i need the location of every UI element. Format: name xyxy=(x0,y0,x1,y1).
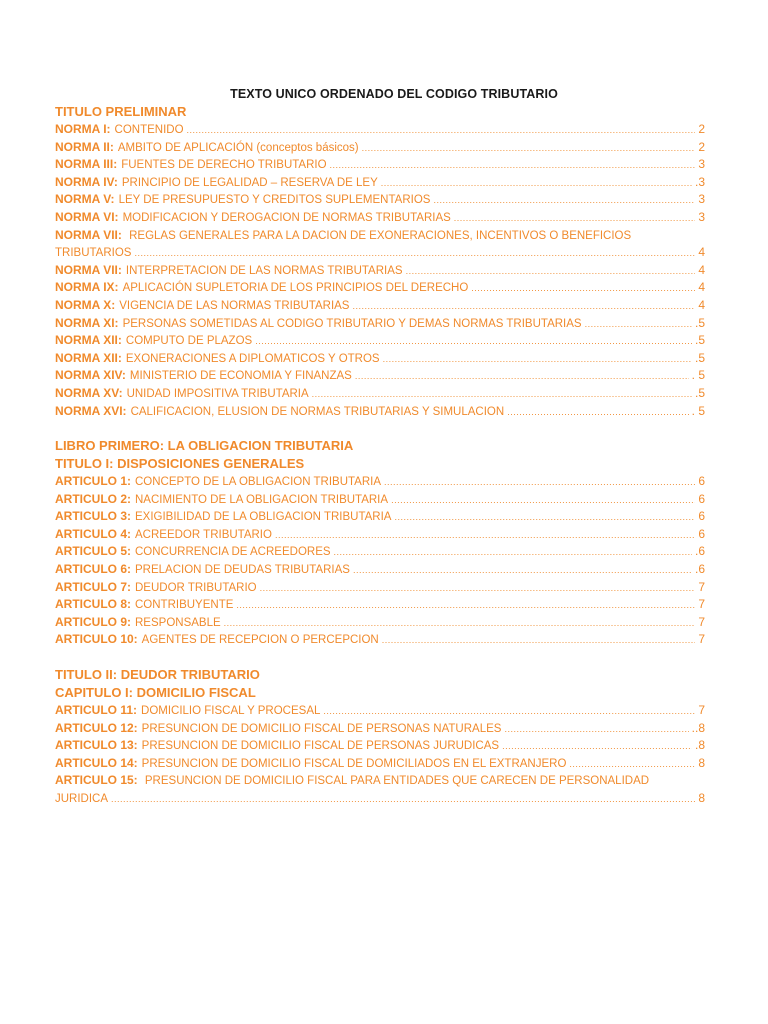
toc-entry xyxy=(55,755,705,773)
dot-leader xyxy=(355,368,689,386)
dot-leader xyxy=(569,756,695,774)
entry-text: PRESUNCION DE DOMICILIO FISCAL DE DOMICILIADOS EN EL EXTRANJERO xyxy=(141,757,567,770)
entry-page: 2 xyxy=(698,122,705,136)
toc-entry xyxy=(55,561,705,579)
section-heading-titulo-ii: TITULO II: DEUDOR TRIBUTARIO xyxy=(55,667,260,683)
entry-page: .6 xyxy=(694,544,705,559)
toc-entry xyxy=(55,156,705,174)
toc-entry xyxy=(55,315,705,333)
entry-text: ACREEDOR TRIBUTARIO xyxy=(135,528,272,541)
entry-label: NORMA IV: xyxy=(55,174,118,189)
entry-text: CONCURRENCIA DE ACREEDORES xyxy=(135,546,331,559)
toc-entry xyxy=(55,737,705,755)
toc-entry xyxy=(55,543,705,561)
entry-label: ARTICULO 11: xyxy=(55,703,138,718)
entry-page: 4 xyxy=(698,245,705,260)
entry-label: NORMA VII: xyxy=(55,227,122,242)
entry-label: ARTICULO 1: xyxy=(55,474,131,489)
section-heading-titulo-preliminar: TITULO PRELIMINAR xyxy=(55,104,187,119)
toc-entry xyxy=(55,526,705,544)
entry-page: .5 xyxy=(694,333,705,348)
toc-entry xyxy=(55,227,705,262)
entry-page: 7 xyxy=(698,597,705,612)
dot-leader xyxy=(471,280,695,298)
entry-text: EXONERACIONES A DIPLOMATICOS Y OTROS xyxy=(125,352,380,365)
entry-page: 3 xyxy=(698,209,705,224)
toc-entry xyxy=(55,332,705,350)
entry-page: 3 xyxy=(698,192,705,207)
entry-page: .3 xyxy=(694,174,705,189)
entry-label: ARTICULO 6: xyxy=(55,562,131,577)
toc-entry xyxy=(55,262,705,280)
entry-page: 7 xyxy=(698,632,705,647)
entry-text: MINISTERIO DE ECONOMIA Y FINANZAS xyxy=(129,370,352,383)
entry-text: FUENTES DE DERECHO TRIBUTARIO xyxy=(121,159,327,172)
section-heading-libro-primero: LIBRO PRIMERO: LA OBLIGACION TRIBUTARIA xyxy=(55,438,354,454)
entry-text: PERSONAS SOMETIDAS AL CODIGO TRIBUTARIO Y DEMAS NORMAS TRIBUTARIAS xyxy=(122,317,582,330)
dot-leader xyxy=(323,703,695,721)
entry-page: 7 xyxy=(698,614,705,629)
entry-text: DEUDOR TRIBUTARIO xyxy=(135,581,257,594)
entry-text: PRELACION DE DEUDAS TRIBUTARIAS xyxy=(135,564,350,577)
entry-label: ARTICULO 13: xyxy=(55,738,138,753)
dot-leader xyxy=(330,157,696,175)
section-spacer xyxy=(55,649,705,666)
entry-label: NORMA XI: xyxy=(55,315,119,330)
entry-text: CALIFICACION, ELUSION DE NORMAS TRIBUTARIAS Y SIMULACION xyxy=(130,405,505,418)
toc-entry xyxy=(55,596,705,614)
entry-page: 4 xyxy=(698,262,705,277)
toc-entry xyxy=(55,297,705,315)
entry-text-continued: JURIDICA xyxy=(55,793,109,805)
toc-entry xyxy=(55,579,705,597)
entry-page: 4 xyxy=(698,280,705,295)
entry-label: NORMA V: xyxy=(55,192,115,207)
entry-text: INTERPRETACION DE LAS NORMAS TRIBUTARIAS xyxy=(125,264,403,277)
dot-leader xyxy=(255,333,692,351)
entry-page: . 5 xyxy=(691,368,705,383)
entry-page: .6 xyxy=(694,562,705,577)
entry-text: RESPONSABLE xyxy=(135,616,221,629)
entry-page: 6 xyxy=(698,474,705,489)
entry-text: PRINCIPIO DE LEGALIDAD – RESERVA DE LEY xyxy=(121,176,378,189)
dot-leader xyxy=(454,210,696,228)
toc-entry xyxy=(55,473,705,491)
entry-label: NORMA I: xyxy=(55,122,111,136)
dot-leader xyxy=(382,632,696,650)
section-heading-titulo-i: TITULO I: DISPOSICIONES GENERALES xyxy=(55,456,305,472)
toc-entry xyxy=(55,367,705,385)
dot-leader xyxy=(502,738,692,756)
entry-label: NORMA VII: xyxy=(55,262,122,277)
toc-entry xyxy=(55,702,705,720)
entry-text: PRESUNCION DE DOMICILIO FISCAL PARA ENTIDADES QUE CARECEN DE PERSONALIDAD xyxy=(144,775,650,788)
entry-text: EXIGIBILIDAD DE LA OBLIGACION TRIBUTARIA xyxy=(135,511,392,524)
entry-page: . 5 xyxy=(691,403,705,418)
toc-entry xyxy=(55,385,705,403)
entry-label: NORMA VI: xyxy=(55,209,119,224)
dot-leader xyxy=(406,263,696,281)
entry-label: NORMA III: xyxy=(55,157,118,172)
entry-page: 2 xyxy=(698,139,705,154)
entry-page: 7 xyxy=(698,703,705,718)
dot-leader xyxy=(353,562,692,580)
entry-page: 4 xyxy=(698,297,705,312)
entry-second-line xyxy=(55,790,705,808)
entry-text: MODIFICACION Y DEROGACION DE NORMAS TRIBUTARIAS xyxy=(122,211,451,224)
section-heading-capitulo-i: CAPITULO I: DOMICILIO FISCAL xyxy=(55,685,256,701)
toc-entry xyxy=(55,720,705,738)
entry-page: 6 xyxy=(698,491,705,506)
dot-leader xyxy=(381,175,692,193)
dot-leader xyxy=(433,192,695,210)
document-title: TEXTO UNICO ORDENADO DEL CODIGO TRIBUTARIO xyxy=(230,87,558,101)
entry-page: .5 xyxy=(694,315,705,330)
toc-entry xyxy=(55,631,705,649)
entry-label: ARTICULO 7: xyxy=(55,579,131,594)
dot-leader xyxy=(362,140,696,158)
entry-page: 6 xyxy=(698,509,705,524)
dot-leader xyxy=(224,615,696,633)
dot-leader xyxy=(187,122,696,140)
entry-text: NACIMIENTO DE LA OBLIGACION TRIBUTARIA xyxy=(135,493,389,506)
entry-label: NORMA XVI: xyxy=(55,403,127,418)
entry-text: VIGENCIA DE LAS NORMAS TRIBUTARIAS xyxy=(119,299,350,312)
entry-page: 7 xyxy=(698,579,705,594)
dot-leader xyxy=(236,597,695,615)
entry-text: PRESUNCION DE DOMICILIO FISCAL DE PERSONAS NATURALES xyxy=(141,722,502,735)
entry-label: ARTICULO 10: xyxy=(55,632,138,647)
entry-text: AGENTES DE RECEPCION O PERCEPCION xyxy=(141,634,379,647)
toc-entry xyxy=(55,279,705,297)
toc-entry xyxy=(55,614,705,632)
toc-entry xyxy=(55,191,705,209)
entry-text: UNIDAD IMPOSITIVA TRIBUTARIA xyxy=(126,387,309,400)
entry-label: ARTICULO 2: xyxy=(55,491,131,506)
entry-text: REGLAS GENERALES PARA LA DACION DE EXONERACIONES, INCENTIVOS O BENEFICIOS xyxy=(129,229,632,242)
entry-page: ..8 xyxy=(691,720,705,735)
entry-label: ARTICULO 9: xyxy=(55,614,131,629)
toc-entry xyxy=(55,174,705,192)
entry-text: APLICACIÓN SUPLETORIA DE LOS PRINCIPIOS DEL DERECHO xyxy=(122,282,469,295)
dot-leader xyxy=(391,492,695,510)
dot-leader xyxy=(585,316,692,334)
entry-label: NORMA II: xyxy=(55,139,114,154)
entry-page: .5 xyxy=(694,350,705,365)
entry-label: ARTICULO 3: xyxy=(55,509,131,524)
entry-page: 3 xyxy=(698,157,705,172)
dot-leader xyxy=(275,527,695,545)
section-spacer xyxy=(55,420,705,437)
entry-label: NORMA IX: xyxy=(55,280,119,295)
toc-entry xyxy=(55,508,705,526)
entry-page: .8 xyxy=(694,738,705,753)
toc-entry xyxy=(55,121,705,139)
toc-entry xyxy=(55,491,705,509)
dot-leader xyxy=(352,298,695,316)
toc-entry xyxy=(55,350,705,368)
dot-leader xyxy=(384,474,695,492)
table-of-contents xyxy=(55,103,705,808)
entry-label: NORMA XII: xyxy=(55,350,122,365)
entry-text-continued: TRIBUTARIOS xyxy=(55,247,132,260)
entry-label: ARTICULO 15: xyxy=(55,773,138,788)
entry-page: 8 xyxy=(698,755,705,770)
dot-leader xyxy=(334,544,692,562)
entry-label: ARTICULO 14: xyxy=(55,755,138,770)
dot-leader xyxy=(312,386,692,404)
entry-page: .5 xyxy=(694,385,705,400)
entry-label: ARTICULO 8: xyxy=(55,597,131,612)
entry-label: ARTICULO 12: xyxy=(55,720,138,735)
entry-first-line xyxy=(55,772,705,790)
toc-entry xyxy=(55,139,705,157)
entry-text: COMPUTO DE PLAZOS xyxy=(125,335,253,348)
dot-leader xyxy=(260,580,696,598)
dot-leader xyxy=(111,791,695,809)
entry-text: CONCEPTO DE LA OBLIGACION TRIBUTARIA xyxy=(135,476,382,489)
entry-first-line xyxy=(55,227,705,245)
entry-text: CONTRIBUYENTE xyxy=(135,599,234,612)
dot-leader xyxy=(394,509,695,527)
entry-label: NORMA XV: xyxy=(55,385,123,400)
toc-entry xyxy=(55,772,705,807)
dot-leader xyxy=(507,404,688,422)
entry-text: AMBITO DE APLICACIÓN (conceptos básicos) xyxy=(117,141,359,154)
toc-entry xyxy=(55,209,705,227)
entry-text: DOMICILIO FISCAL Y PROCESAL xyxy=(141,705,321,718)
entry-page: 6 xyxy=(698,526,705,541)
toc-entry xyxy=(55,403,705,421)
dot-leader xyxy=(134,245,695,263)
entry-second-line xyxy=(55,244,705,262)
entry-label: ARTICULO 4: xyxy=(55,526,131,541)
dot-leader xyxy=(504,721,688,739)
entry-page: 8 xyxy=(698,791,705,805)
entry-text: LEY DE PRESUPUESTO Y CREDITOS SUPLEMENTARIOS xyxy=(118,194,431,207)
entry-label: NORMA XIV: xyxy=(55,368,126,383)
entry-text: PRESUNCION DE DOMICILIO FISCAL DE PERSONAS JURUDICAS xyxy=(141,740,500,753)
entry-label: NORMA X: xyxy=(55,297,116,312)
entry-text: CONTENIDO xyxy=(114,124,184,136)
entry-label: NORMA XII: xyxy=(55,333,122,348)
dot-leader xyxy=(383,351,692,369)
entry-label: ARTICULO 5: xyxy=(55,544,131,559)
